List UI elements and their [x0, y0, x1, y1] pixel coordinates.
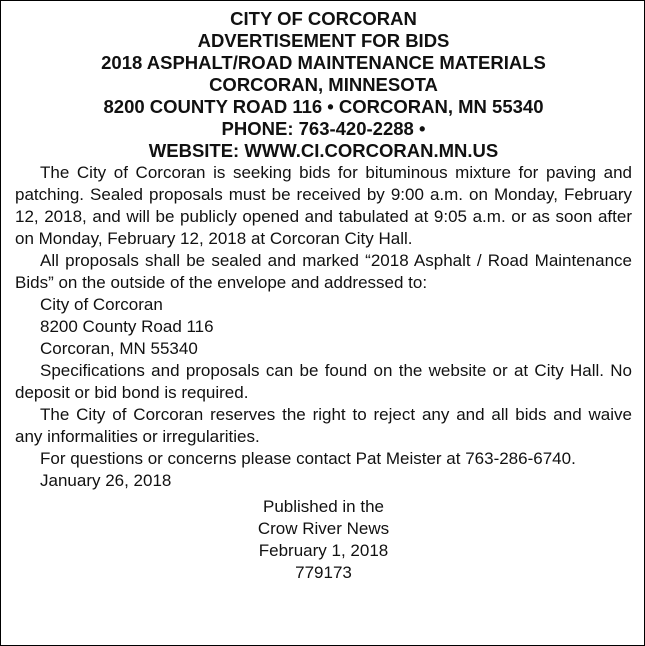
paragraph-bid-intro: The City of Corcoran is seeking bids for bituminous mixture for paving and patching. Sealed proposals must be received by 9:00 a.m. on Monday, February 12, 2018, and will be publicly opened and tabulated at 9:05 a.m. or as soon after on Monday, February 12, 2018 at Corcoran City Hall.	[15, 163, 632, 248]
heading-phone: PHONE: 763-420-2288 •	[221, 118, 426, 139]
address-line: City of Corcoran	[40, 295, 163, 314]
notice-heading	[15, 8, 632, 162]
paragraph-specifications: Specifications and proposals can be found on the website or at City Hall. No deposit or bid bond is required.	[15, 361, 632, 402]
heading-website: WEBSITE: WWW.CI.CORCORAN.MN.US	[148, 140, 499, 161]
publication-newspaper: Crow River News	[257, 519, 390, 538]
notice-date: January 26, 2018	[40, 471, 172, 490]
heading-location: CORCORAN, MINNESOTA	[209, 74, 438, 95]
mailing-address	[15, 294, 632, 360]
notice-body	[15, 162, 632, 492]
publication-id: 779173	[295, 563, 352, 582]
heading-title: ADVERTISEMENT FOR BIDS	[197, 30, 450, 51]
heading-project: 2018 ASPHALT/ROAD MAINTENANCE MATERIALS	[101, 52, 546, 73]
heading-address: 8200 COUNTY ROAD 116 • CORCORAN, MN 55340	[103, 96, 544, 117]
address-line: Corcoran, MN 55340	[40, 339, 198, 358]
publication-line: Published in the	[263, 497, 384, 516]
paragraph-proposal-marking: All proposals shall be sealed and marked “2018 Asphalt / Road Maintenance Bids” on the outside of the envelope and addressed to:	[15, 251, 632, 292]
publication-date: February 1, 2018	[258, 541, 389, 560]
paragraph-reservation: The City of Corcoran reserves the right to reject any and all bids and waive any informalities or irregularities.	[15, 405, 632, 446]
paragraph-contact: For questions or concerns please contact Pat Meister at 763-286-6740.	[40, 449, 576, 468]
publication-info	[15, 496, 632, 584]
address-line: 8200 County Road 116	[40, 317, 214, 336]
heading-city: CITY OF CORCORAN	[230, 8, 417, 29]
